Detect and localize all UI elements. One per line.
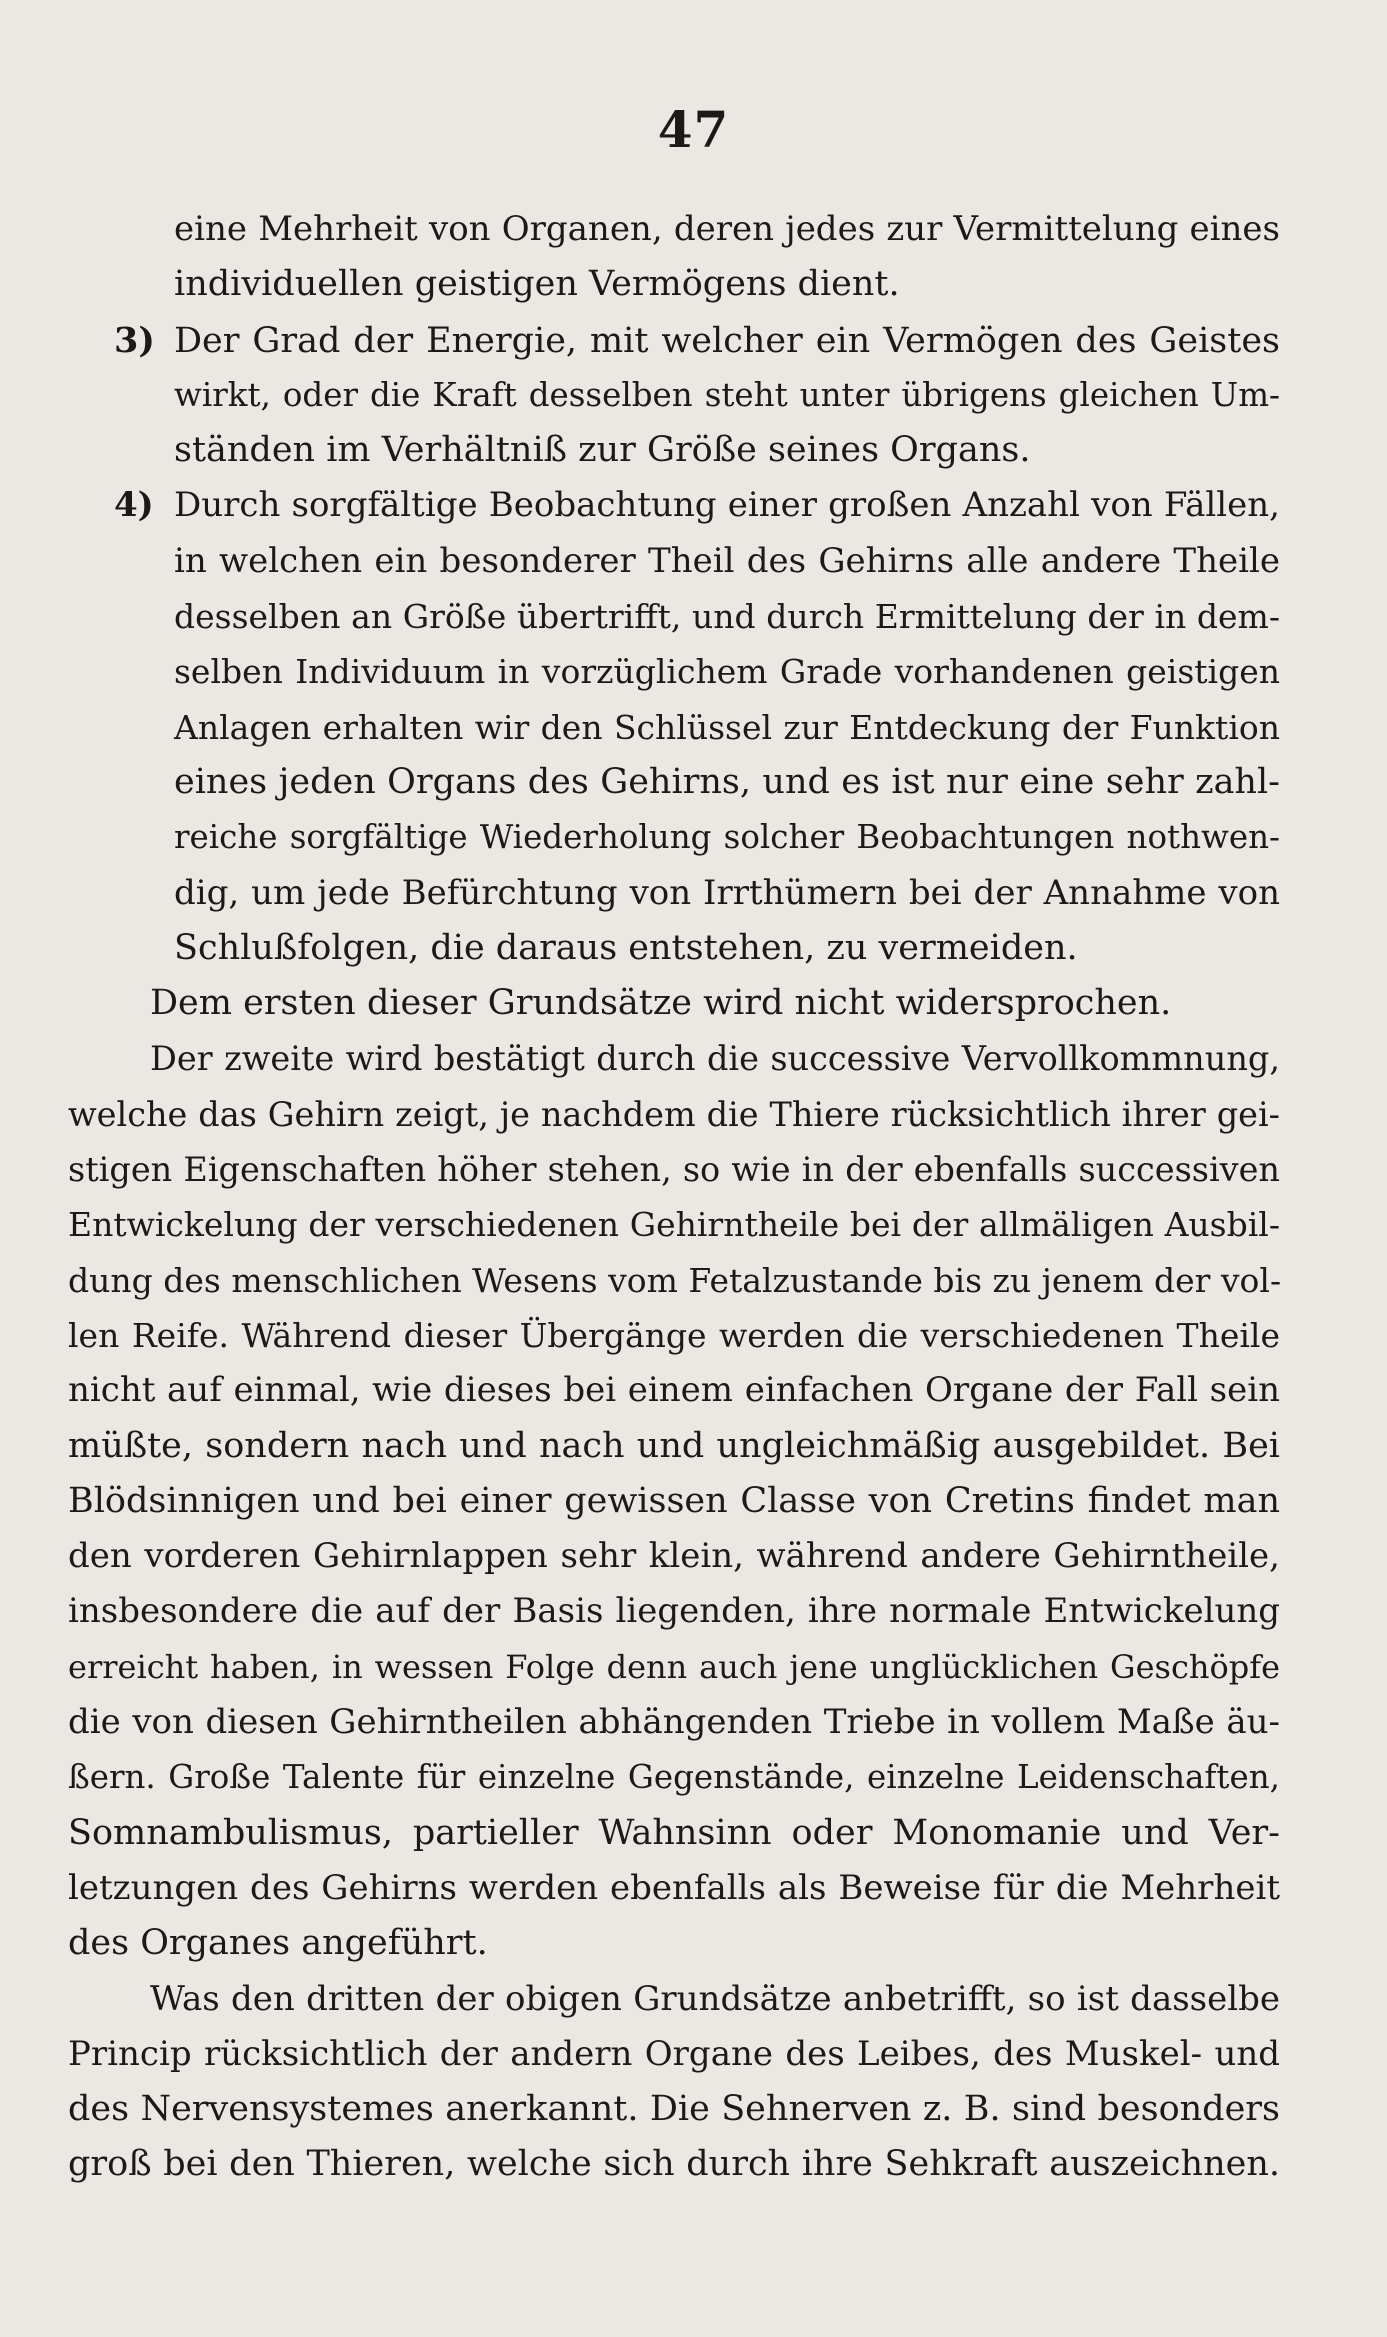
text-line — [68, 1916, 1280, 1971]
text-line — [68, 755, 1280, 810]
line-text: eines jeden Organs des Gehirns, und es ist nur eine sehr zahl- — [174, 761, 1280, 802]
text-line — [68, 1197, 1280, 1252]
text-line — [68, 423, 1280, 478]
line-text: Der zweite wird bestätigt durch die successive Vervollkommnung, — [150, 1039, 1280, 1079]
text-line — [68, 1972, 1280, 2027]
line-text: Blödsinnigen und bei einer gewissen Classe von Cretins findet man — [68, 1480, 1280, 1521]
text-line — [68, 866, 1280, 921]
line-text: welche das Gehirn zeigt, je nachdem die Thiere rücksichtlich ihrer gei- — [68, 1094, 1280, 1134]
line-text: Schlußfolgen, die daraus entstehen, zu vermeiden. — [174, 927, 1078, 968]
text-line — [68, 1861, 1280, 1916]
page-number: 47 — [657, 100, 730, 159]
line-text: Dem ersten dieser Grundsätze wird nicht widersprochen. — [150, 983, 1172, 1024]
body-text — [68, 202, 1280, 2193]
line-text: individuellen geistigen Vermögens dient. — [174, 264, 900, 305]
text-line — [68, 976, 1280, 1031]
line-text: dung des menschlichen Wesens vom Fetalzustande bis zu jenem der vol- — [68, 1260, 1282, 1300]
text-line — [68, 2027, 1280, 2082]
text-line — [68, 1806, 1280, 1861]
line-text: groß bei den Thieren, welche sich durch ihre Sehkraft auszeichnen. — [68, 2144, 1280, 2185]
line-text: dig, um jede Befürchtung von Irrthümern bei der Annahme von — [174, 872, 1280, 913]
line-text: den vorderen Gehirnlappen sehr klein, während andere Gehirntheile, — [68, 1536, 1280, 1577]
text-line — [68, 1640, 1280, 1695]
line-text: Durch sorgfältige Beobachtung einer großen Anzahl von Fällen, — [174, 485, 1280, 526]
text-line — [68, 921, 1280, 976]
line-text: eine Mehrheit von Organen, deren jedes zur Vermittelung eines — [174, 209, 1280, 249]
text-line — [68, 202, 1280, 257]
text-line — [68, 1529, 1280, 1584]
text-line — [68, 810, 1280, 865]
text-line — [68, 1584, 1280, 1639]
text-line — [68, 589, 1280, 644]
line-text: Der Grad der Energie, mit welcher ein Vermögen des Geistes — [174, 320, 1280, 361]
line-text: len Reife. Während dieser Übergänge werden die verschiedenen Theile — [68, 1315, 1280, 1355]
line-text: Princip rücksichtlich der andern Organe des Leibes, des Muskel- und — [68, 2033, 1280, 2074]
text-line — [68, 2082, 1280, 2137]
text-line — [68, 1750, 1280, 1805]
line-text: des Nervensystemes anerkannt. Die Sehnerven z. B. sind besonders — [68, 2089, 1280, 2130]
line-text: selben Individuum in vorzüglichem Grade vorhandenen geistigen — [174, 652, 1280, 692]
line-text: Somnambulismus, partieller Wahnsinn oder Monomanie und Ver- — [68, 1812, 1280, 1853]
line-text: Entwickelung der verschiedenen Gehirntheile bei der allmäligen Ausbil- — [68, 1205, 1280, 1245]
list-number: 3) — [114, 319, 155, 361]
line-text: des Organes angeführt. — [68, 1923, 488, 1964]
text-line — [68, 1474, 1280, 1529]
line-text: erreicht haben, in wessen Folge denn auch jene unglücklichen Geschöpfe — [68, 1647, 1280, 1686]
text-line — [68, 1142, 1280, 1197]
line-text: die von diesen Gehirntheilen abhängenden Triebe in vollem Maße äu- — [68, 1702, 1280, 1743]
list-number: 4) — [114, 485, 154, 526]
text-line — [68, 1419, 1280, 1474]
text-line — [68, 478, 1280, 533]
text-line — [68, 1695, 1280, 1750]
line-text: ständen im Verhältniß zur Größe seines Organs. — [174, 430, 1031, 471]
text-line — [68, 700, 1280, 755]
text-line — [68, 1087, 1280, 1142]
line-text: ßern. Große Talente für einzelne Gegenstände, einzelne Leidenschaften, — [68, 1758, 1280, 1797]
text-line — [68, 313, 1280, 368]
line-text: letzungen des Gehirns werden ebenfalls als Beweise für die Mehrheit — [68, 1867, 1280, 1908]
text-line — [68, 534, 1280, 589]
line-text: insbesondere die auf der Basis liegenden, ihre normale Entwickelung — [68, 1591, 1280, 1632]
line-text: stigen Eigenschaften höher stehen, so wie in der ebenfalls successiven — [68, 1150, 1280, 1190]
text-line — [68, 1253, 1280, 1308]
line-text: nicht auf einmal, wie dieses bei einem einfachen Organe der Fall sein — [68, 1370, 1280, 1411]
text-line — [68, 1031, 1280, 1086]
text-line — [68, 257, 1280, 312]
line-text: in welchen ein besonderer Theil des Gehirns alle andere Theile — [174, 540, 1280, 581]
line-text: desselben an Größe übertrifft, und durch Ermittelung der in dem- — [174, 597, 1280, 637]
text-line — [68, 1308, 1280, 1363]
text-line — [68, 1363, 1280, 1418]
text-line — [68, 2137, 1280, 2192]
text-line — [68, 368, 1280, 423]
line-text: reiche sorgfältige Wiederholung solcher Beobachtungen nothwen- — [174, 818, 1280, 857]
text-line — [68, 644, 1280, 699]
line-text: Anlagen erhalten wir den Schlüssel zur Entdeckung der Funktion — [174, 707, 1280, 747]
line-text: müßte, sondern nach und nach und ungleichmäßig ausgebildet. Bei — [68, 1425, 1280, 1466]
line-text: wirkt, oder die Kraft desselben steht unter übrigens gleichen Um- — [174, 375, 1280, 414]
line-text: Was den dritten der obigen Grundsätze anbetrifft, so ist dasselbe — [150, 1978, 1280, 2019]
